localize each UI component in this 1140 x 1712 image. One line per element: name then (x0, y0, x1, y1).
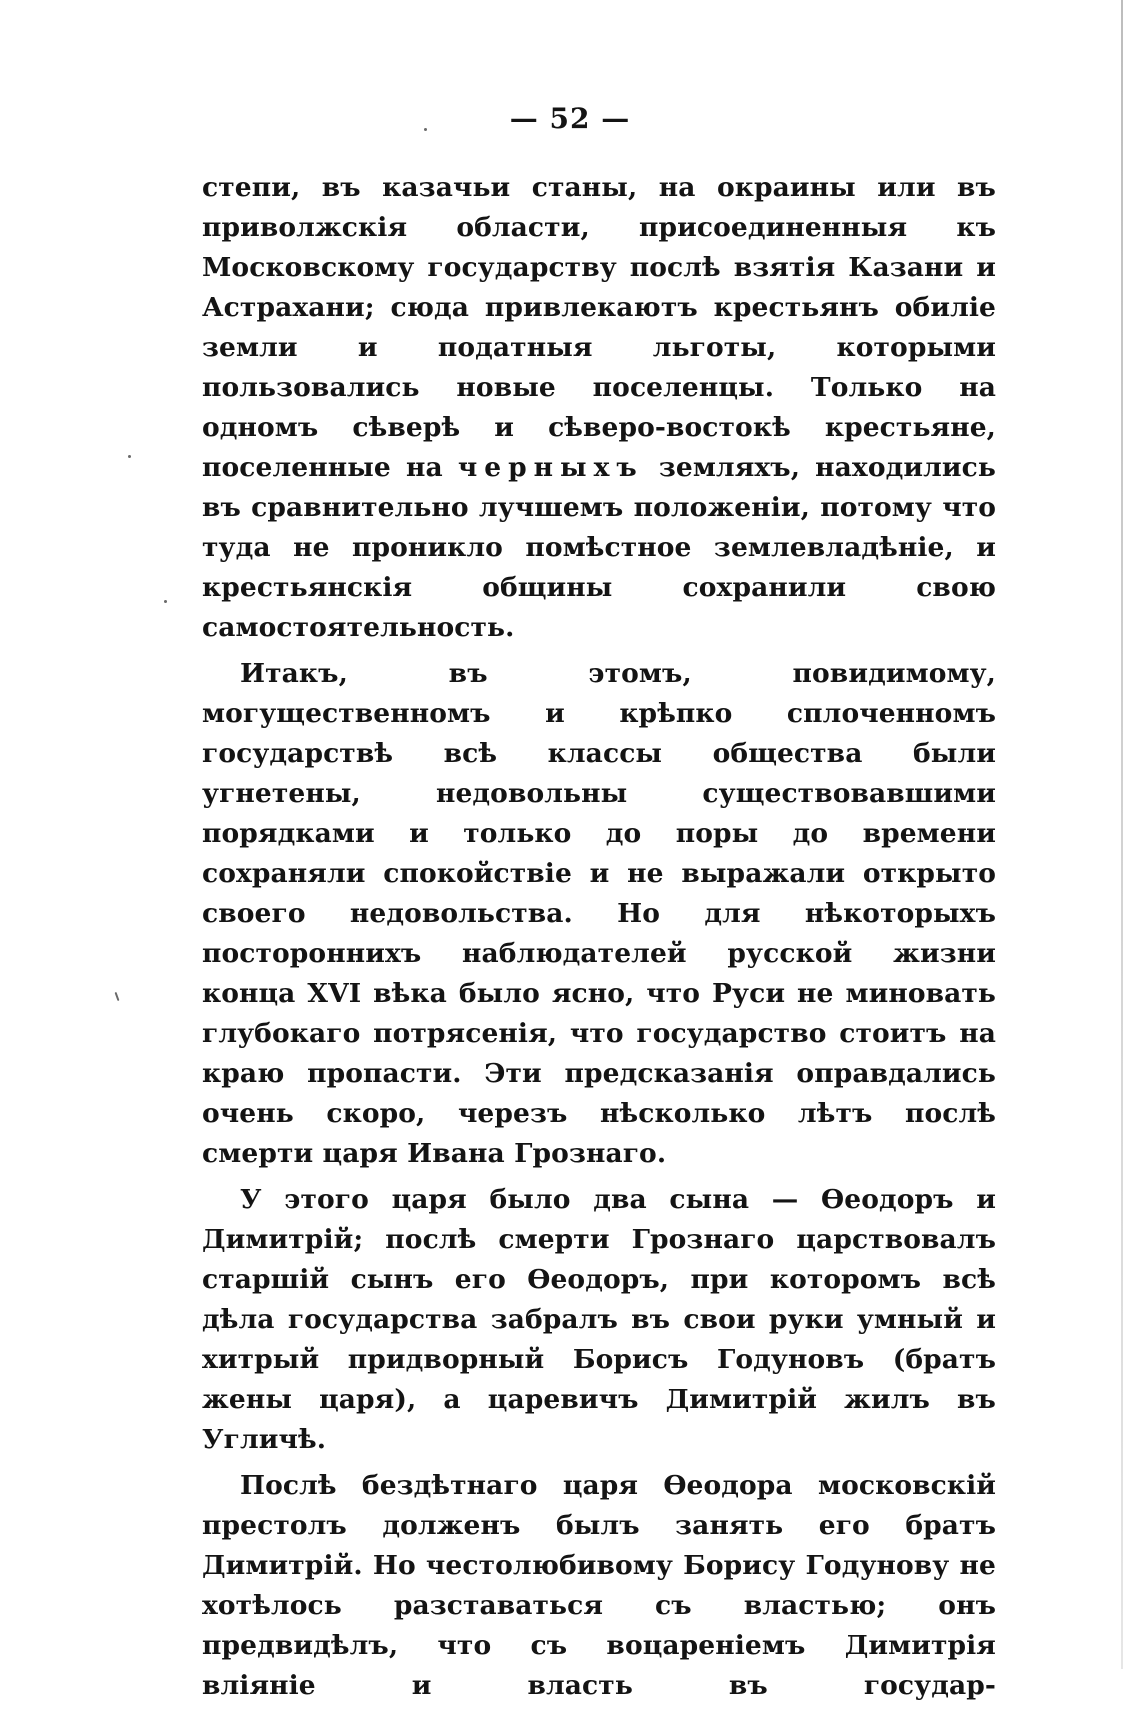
paragraph-2: Итакъ, въ этомъ, повидимому, могущественномъ и крѣпко сплоченномъ государствѣ всѣ классы общества были угнетены, недовольны существовавшими порядками и только до поры до времени сохраняли спокойствіе и не выражали открыто своего недовольства. Но для нѣкоторыхъ постороннихъ наблюдателей русской жизни конца XVI вѣка было ясно, что Руси не миновать глубокаго потрясенія, что государство стоитъ на краю пропасти. Эти предсказанія оправдались очень скоро, черезъ нѣсколько лѣтъ послѣ смерти царя Ивана Грознаго. (202, 658, 996, 1169)
paragraph-4: Послѣ бездѣтнаго царя Ѳеодора московскій престолъ долженъ былъ занять его братъ Димитрій. Но честолюбивому Борису Годунову не хотѣлось разставаться съ властью; онъ предвидѣлъ, что съ воцареніемъ Димитрія вліяніе и власть въ государ- (202, 1470, 996, 1701)
paragraph-1-text-continued: земляхъ, находились въ сравнительно лучшемъ положеніи, потому что туда не проникло помѣстное землевладѣніе, и крестьянскія общины сохранили свою самостоятельность. (202, 452, 996, 643)
emphasized-word: черныхъ (457, 452, 644, 483)
print-speck (128, 455, 131, 458)
print-speck (115, 992, 120, 1001)
paragraph-1 (202, 168, 996, 648)
page-edge-shadow (1121, 0, 1123, 1669)
paragraph-1-text: степи, въ казачьи станы, на окраины или въ приволжскія области, присоединенныя къ Московскому государству послѣ взятія Казани и Астрахани; сюда привлекаютъ крестьянъ обиліе земли и податныя льготы, которыми пользовались новые поселенцы. Только на одномъ сѣверѣ и сѣверо-востокѣ крестьяне, поселенные на (202, 172, 996, 483)
paragraph-3: У этого царя было два сына — Ѳеодоръ и Димитрій; послѣ смерти Грознаго царствовалъ старшій сынъ его Ѳеодоръ, при которомъ всѣ дѣла государства забралъ въ свои руки умный и хитрый придворный Борисъ Годуновъ (братъ жены царя), а царевичъ Димитрій жилъ въ Угличѣ. (202, 1184, 996, 1455)
print-speck (164, 600, 167, 603)
page-body (202, 168, 996, 1712)
page-number: — 52 — (509, 102, 631, 135)
